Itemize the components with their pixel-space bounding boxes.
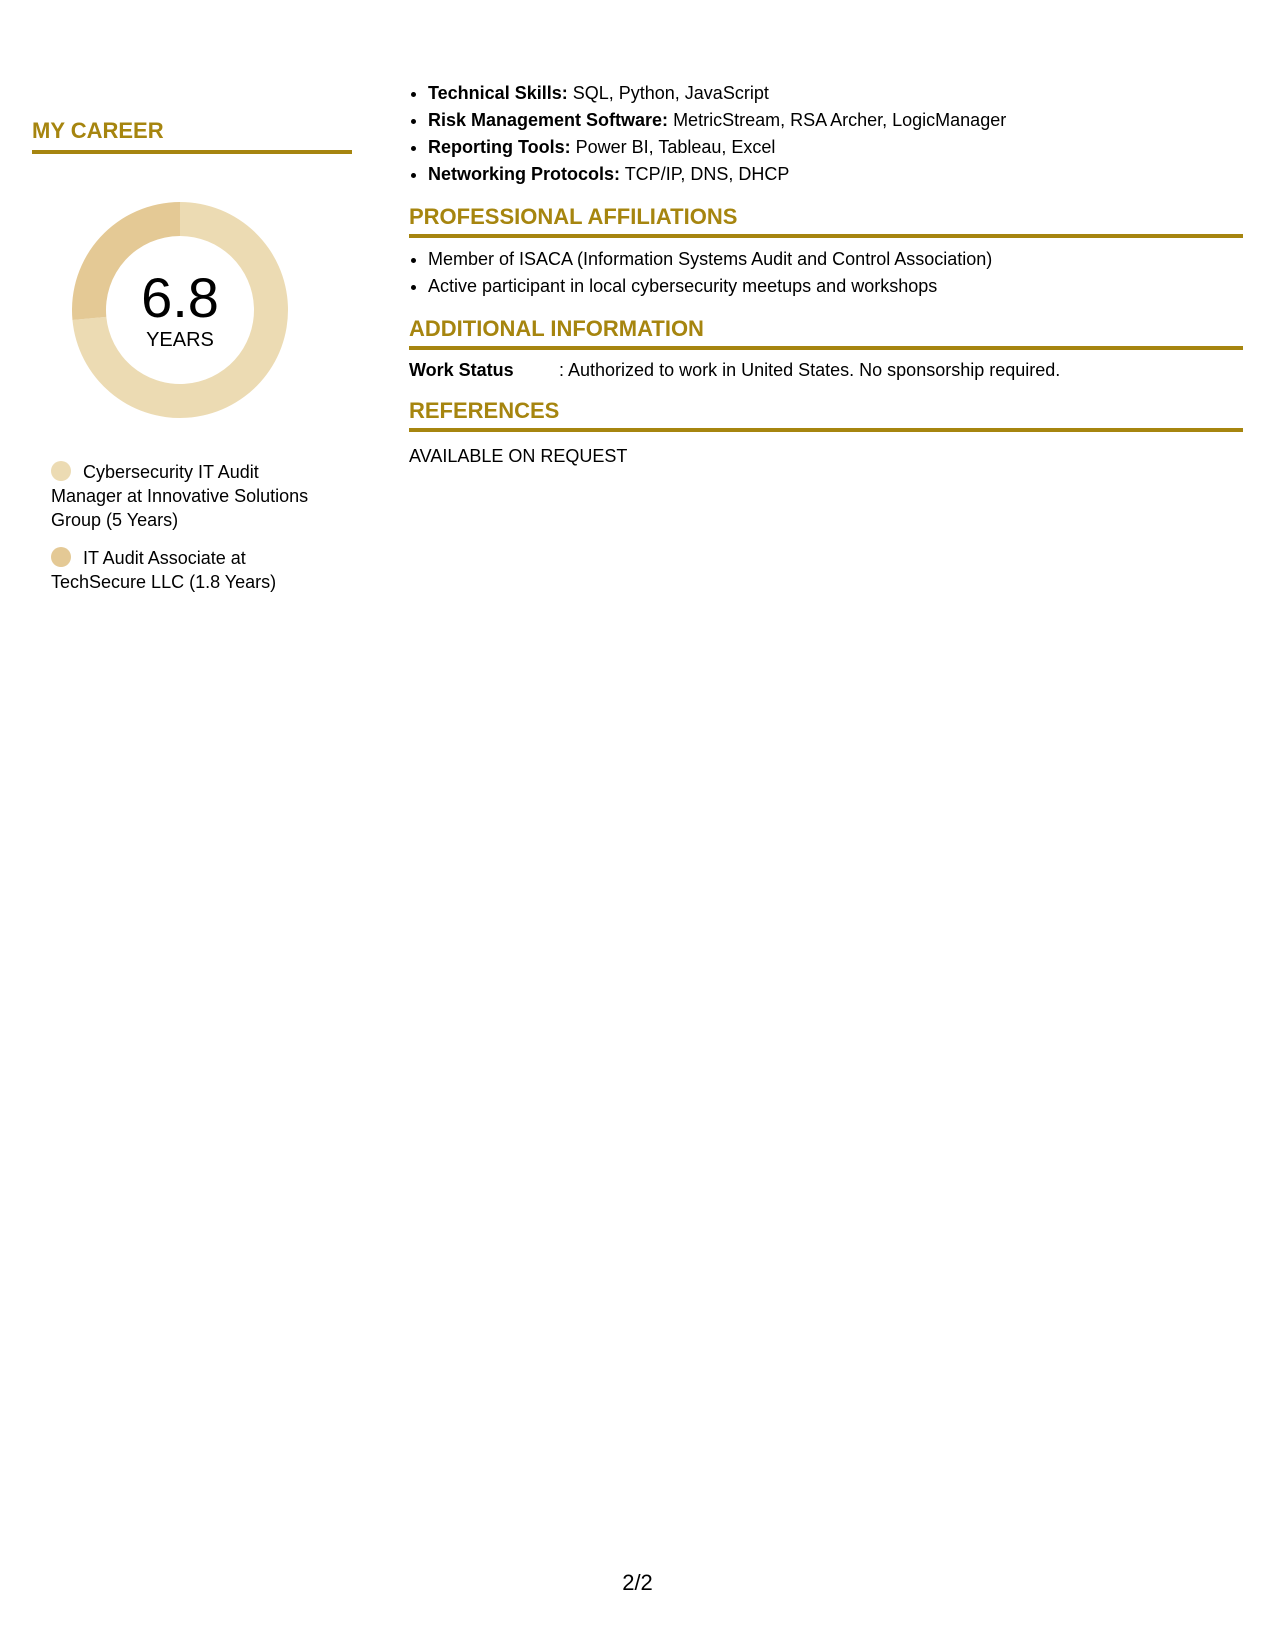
- affiliation-item: • Active participant in local cybersecurity meetups and workshops: [428, 273, 1243, 300]
- page-number: 2/2: [622, 1570, 653, 1595]
- skill-item: [428, 80, 1243, 107]
- skill-label: Technical Skills:: [428, 83, 568, 103]
- career-heading: MY CAREER: [32, 118, 352, 154]
- career-legend: [32, 460, 352, 594]
- affiliations-list: [409, 246, 1243, 300]
- work-status-label: Work Status: [409, 360, 514, 380]
- legend-dot-icon: [51, 547, 71, 567]
- career-column: [32, 118, 352, 608]
- main-column: [409, 80, 1243, 468]
- skill-label: Risk Management Software:: [428, 110, 669, 130]
- skill-label: Networking Protocols:: [428, 164, 621, 184]
- skill-label: Reporting Tools:: [428, 137, 571, 157]
- total-years-value: 6.8: [141, 266, 219, 329]
- legend-item: [51, 460, 331, 532]
- work-status-row: [409, 358, 1243, 382]
- skill-value: MetricStream, RSA Archer, LogicManager: [668, 110, 1007, 130]
- donut-center: [66, 196, 294, 424]
- skill-item: [428, 161, 1243, 188]
- skill-item: [428, 134, 1243, 161]
- legend-label: Cybersecurity IT Audit Manager at Innovative Solutions Group (5 Years): [51, 462, 309, 530]
- affiliations-heading: PROFESSIONAL AFFILIATIONS: [409, 204, 1243, 238]
- skill-item: [428, 107, 1243, 134]
- additional-info-heading: ADDITIONAL INFORMATION: [409, 316, 1243, 350]
- skill-value: TCP/IP, DNS, DHCP: [620, 164, 790, 184]
- work-status-value: : Authorized to work in United States. No sponsorship required.: [559, 360, 1061, 380]
- career-donut-chart: [66, 196, 294, 424]
- skills-list: [409, 80, 1243, 188]
- legend-label: IT Audit Associate at TechSecure LLC (1.8 Years): [51, 548, 277, 592]
- skill-value: SQL, Python, JavaScript: [567, 83, 769, 103]
- legend-item: [51, 546, 331, 594]
- references-text: AVAILABLE ON REQUEST: [409, 446, 628, 466]
- skill-value: Power BI, Tableau, Excel: [570, 137, 776, 157]
- affiliation-item: • Member of ISACA (Information Systems Audit and Control Association): [428, 246, 1243, 273]
- legend-dot-icon: [51, 461, 71, 481]
- total-years-unit: YEARS: [146, 329, 214, 351]
- references-heading: REFERENCES: [409, 398, 1243, 432]
